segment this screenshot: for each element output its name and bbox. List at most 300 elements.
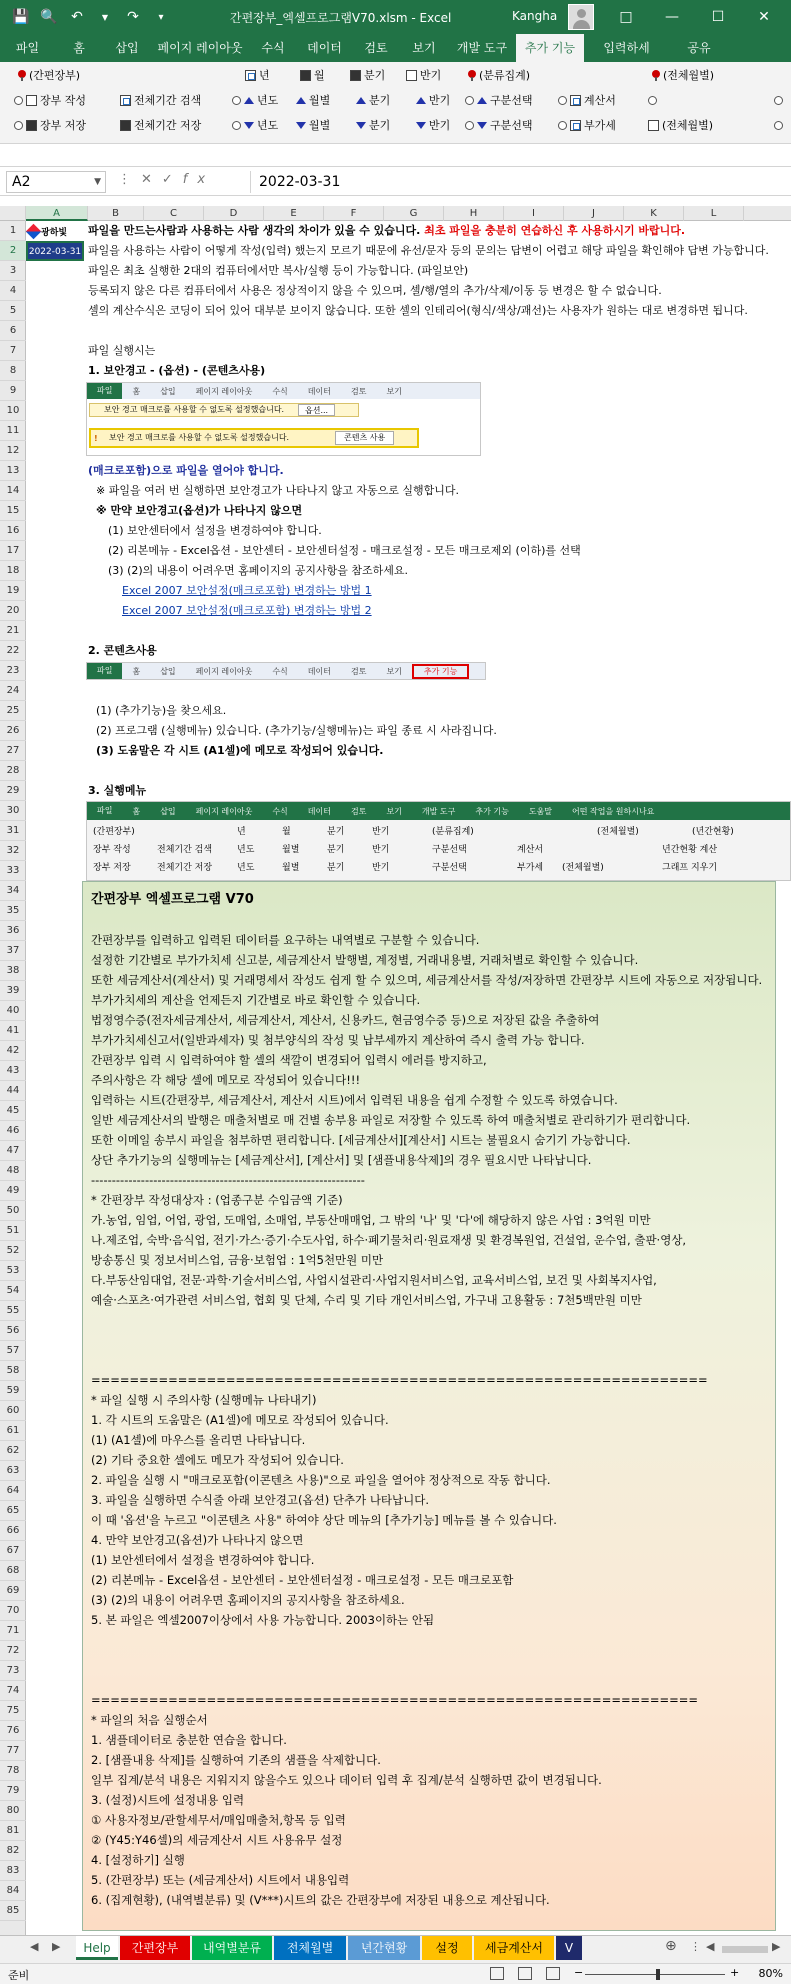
btn-up-half[interactable]: 반기: [416, 91, 450, 109]
up-arrow-icon: [416, 97, 426, 104]
row-header[interactable]: 77: [0, 1741, 26, 1761]
tab-2[interactable]: 삽입: [115, 41, 139, 55]
pin-icon: [468, 70, 476, 81]
sheet-tab-4[interactable]: 년간현황: [348, 1936, 420, 1960]
row-header[interactable]: 7: [0, 341, 26, 361]
row-header[interactable]: 5: [0, 301, 26, 321]
run-menu-item: 분기: [327, 827, 345, 837]
help-line: 주의사항은 각 해당 셀에 메모로 작성되어 있습니다!!!: [91, 1073, 361, 1087]
help-line: 3. (설정)시트에 설정내용 입력: [91, 1793, 245, 1807]
btn-save-all[interactable]: 전체기간 저장: [120, 116, 201, 134]
btn-year[interactable]: 년: [245, 66, 270, 84]
row-header[interactable]: 60: [0, 1401, 26, 1421]
btn-down-quarter[interactable]: 분기: [356, 116, 390, 134]
horizontal-scrollbar[interactable]: [722, 1946, 768, 1953]
help-line: ② (Y45:Y46셀)의 세금계산서 시트 사용유무 설정: [91, 1833, 343, 1847]
user-name[interactable]: Kangha: [512, 9, 558, 23]
column-header-g[interactable]: G: [384, 206, 444, 221]
row-header[interactable]: 84: [0, 1881, 26, 1901]
help-line: 입력하는 시트(간편장부, 세금계산서, 계산서 시트)에서 입력된 내용을 쉽게 수정할 수 있도록 하였습니다.: [91, 1093, 618, 1107]
radio-r2-right[interactable]: [648, 91, 657, 109]
row-header[interactable]: 67: [0, 1541, 26, 1561]
row-header[interactable]: 58: [0, 1361, 26, 1381]
row-header[interactable]: 42: [0, 1041, 26, 1061]
help-line: 다.부동산임대업, 전문·과학·기술서비스업, 사업시설관리·사업지원서비스업, 교육서비스업, 보건 및 사회복지사업,: [91, 1273, 657, 1287]
help-line: * 간편장부 작성대상자 : (업종구분 수입금액 기준): [91, 1193, 343, 1207]
row-header[interactable]: 26: [0, 721, 26, 741]
content-step-3: (3) 도움말은 각 시트 (A1셀)에 메모로 작성되어 있습니다.: [96, 744, 384, 757]
tab-5[interactable]: 데이터: [307, 41, 342, 55]
help-line: 간편장부 엑셀프로그램 V70: [91, 892, 254, 907]
row-header[interactable]: 65: [0, 1501, 26, 1521]
row-header[interactable]: 36: [0, 921, 26, 941]
run-menu-item: 년: [237, 827, 246, 837]
help-line: 간편장부를 입력하고 입력된 데이터를 요구하는 내역별로 구분할 수 있습니다.: [91, 933, 480, 947]
row-header[interactable]: 10: [0, 401, 26, 421]
notice-line-3: 파일은 최초 실행한 2대의 컴퓨터에서만 복사/실행 등이 가능합니다. (파일보안): [88, 264, 469, 277]
grid-icon: [245, 70, 256, 81]
run-menu-item: (전체월별): [562, 863, 604, 873]
row-header[interactable]: 45: [0, 1101, 26, 1121]
ribbon-addins: [0, 62, 791, 144]
column-header-j[interactable]: J: [564, 206, 624, 221]
page-layout-view-icon[interactable]: [518, 1967, 532, 1980]
run-heading: 파일 실행시는: [88, 344, 156, 357]
row-header[interactable]: 37: [0, 941, 26, 961]
help-line: (1) (A1셀)에 마우스를 올리면 나타납니다.: [91, 1433, 306, 1447]
macro-line-4: (2) 리본메뉴 - Excel옵션 - 보안센터 - 보안센터설정 - 매크로설정 - 모든 매크로제외 (이하)를 선택: [108, 544, 581, 557]
run-menu-item: 분기: [327, 845, 345, 855]
macro-line-1: ※ 파일을 여러 번 실행하면 보안경고가 나타나지 않고 자동으로 실행합니다.: [96, 484, 459, 497]
link-macro-setting-2[interactable]: Excel 2007 보안설정(매크로포함) 변경하는 방법 2: [122, 604, 372, 617]
sheet-tab-3[interactable]: 전체월별: [274, 1936, 346, 1960]
column-headers: [0, 206, 791, 221]
invoice-icon: [570, 95, 581, 106]
sheet-tab-1[interactable]: 간편장부: [120, 1936, 190, 1960]
row-header[interactable]: 32: [0, 841, 26, 861]
row-header[interactable]: 69: [0, 1581, 26, 1601]
addins-tab-screenshot: [86, 662, 486, 680]
logo: 광하빛: [26, 221, 84, 241]
row-header[interactable]: 19: [0, 581, 26, 601]
column-header-c[interactable]: C: [144, 206, 204, 221]
tab-3[interactable]: 페이지 레이아웃: [157, 41, 243, 55]
column-header-d[interactable]: D: [204, 206, 264, 221]
row-header[interactable]: 24: [0, 681, 26, 701]
column-header-h[interactable]: H: [444, 206, 504, 221]
btn-down-category[interactable]: 구분선택: [465, 116, 533, 134]
btn-up-quarter[interactable]: 분기: [356, 91, 390, 109]
row-header[interactable]: 31: [0, 821, 26, 841]
row-header[interactable]: 51: [0, 1221, 26, 1241]
column-header-l[interactable]: L: [684, 206, 744, 221]
row-header[interactable]: 4: [0, 281, 26, 301]
screenshot-tab: 수식: [272, 666, 288, 676]
row-header[interactable]: 30: [0, 801, 26, 821]
formula-bar: [0, 166, 791, 196]
radio-r2-edge[interactable]: [774, 91, 783, 109]
row-header[interactable]: 79: [0, 1781, 26, 1801]
row-header[interactable]: 57: [0, 1341, 26, 1361]
row-header[interactable]: 70: [0, 1601, 26, 1621]
btn-quarter[interactable]: 분기: [350, 66, 385, 84]
content-step-1: (1) (추가기능)을 찾으세요.: [96, 704, 227, 717]
tab-8[interactable]: 개발 도구: [456, 41, 508, 55]
help-line: * 파일의 처음 실행순서: [91, 1713, 208, 1727]
zoom-slider-knob[interactable]: [656, 1969, 660, 1980]
small-warning-bar: 보안 경고 매크로를 사용할 수 없도록 설정했습니다. 옵션...: [89, 403, 359, 417]
chevron-down-icon[interactable]: ▼: [94, 177, 101, 187]
radio-r3-edge[interactable]: [774, 116, 783, 134]
screenshot-tab: 추가 기능: [475, 806, 509, 816]
help-line: 1. 샘플데이터로 충분한 연습을 합니다.: [91, 1733, 287, 1747]
screenshot-tab: 홈: [132, 666, 141, 676]
row-header[interactable]: 50: [0, 1201, 26, 1221]
run-menu-item: 분기: [327, 863, 345, 873]
sheet-options-icon[interactable]: ⋮: [690, 1940, 701, 1953]
help-line: 또한 세금계산서(계산서) 및 거래명세서 작성도 쉽게 할 수 있으며, 세금계산서를 작성/저장하면 간편장부 시트에 자동으로 저장됩니다.: [91, 973, 763, 987]
row-header[interactable]: 25: [0, 701, 26, 721]
screenshot-tab: 보기: [386, 386, 402, 396]
row-header[interactable]: 62: [0, 1441, 26, 1461]
help-line: * 파일 실행 시 주의사항 (실행메뉴 나타내기): [91, 1393, 317, 1407]
btn-down-half[interactable]: 반기: [416, 116, 450, 134]
row-header[interactable]: 6: [0, 321, 26, 341]
customize-toolbar-icon[interactable]: ▾: [158, 11, 164, 23]
row-header[interactable]: 78: [0, 1761, 26, 1781]
row-header[interactable]: 28: [0, 761, 26, 781]
calendar-icon: [300, 70, 311, 81]
row-header[interactable]: 56: [0, 1321, 26, 1341]
screenshot-tab: 삽입: [160, 386, 176, 396]
run-menu-item: 계산서: [517, 845, 544, 855]
row-header[interactable]: 20: [0, 601, 26, 621]
screenshot-tab: 보기: [386, 666, 402, 676]
column-header-b[interactable]: B: [88, 206, 144, 221]
run-menu-item: 전체기간 검색: [157, 845, 213, 855]
tab-11[interactable]: 공유: [687, 41, 711, 55]
row-header[interactable]: 9: [0, 381, 26, 401]
window-title: 간편장부_엑셀프로그램V70.xlsm - Excel: [230, 11, 452, 25]
row-header[interactable]: 16: [0, 521, 26, 541]
run-menu-item: 전체기간 저장: [157, 863, 213, 873]
status-bar: [0, 1963, 791, 1984]
screenshot-tab: 페이지 레이아웃: [195, 386, 253, 396]
row-header[interactable]: 81: [0, 1821, 26, 1841]
notice-line-2: 파일을 사용하는 사람이 어떻게 작성(입력) 했는지 모르기 때문에 유선/문자 등의 문의는 답변이 어렵고 해당 파일을 확인해야 답변 가능합니다.: [88, 244, 769, 257]
screenshot-tab: 검토: [350, 386, 367, 396]
zoom-in-icon[interactable]: +: [730, 1966, 740, 1979]
tab-7[interactable]: 보기: [412, 41, 436, 55]
row-header[interactable]: 83: [0, 1861, 26, 1881]
row-header[interactable]: 55: [0, 1301, 26, 1321]
btn-half[interactable]: 반기: [406, 66, 441, 84]
btn-month[interactable]: 월: [300, 66, 325, 84]
run-menu-item: 월: [282, 827, 291, 837]
row-header[interactable]: 48: [0, 1161, 26, 1181]
help-line: 6. (집계현황), (내역별분류) 및 (V***)시트의 값은 간편장부에 저장된 내용으로 계산됩니다.: [91, 1893, 550, 1907]
screenshot-tab: 페이지 레이아웃: [195, 806, 253, 816]
hscroll-left-icon[interactable]: ◀: [706, 1940, 715, 1953]
run-menu-item: 년간현황 계산: [662, 845, 718, 855]
btn-save-ledger[interactable]: 장부 저장: [14, 116, 86, 134]
name-box[interactable]: A2 ▼: [6, 171, 106, 193]
tab-4[interactable]: 수식: [261, 41, 285, 55]
column-header-f[interactable]: F: [324, 206, 384, 221]
section-3-title: 3. 실행메뉴: [88, 784, 147, 797]
screenshot-tab: 도움말: [528, 806, 553, 816]
row-header[interactable]: 72: [0, 1641, 26, 1661]
row-header[interactable]: 39: [0, 981, 26, 1001]
help-line: 4. 만약 보안경고(옵션)가 나타나지 않으면: [91, 1533, 304, 1547]
group-jeonche[interactable]: (전체월별): [652, 66, 714, 84]
help-line: 일반 세금계산서의 발행은 매출처별로 매 건별 송부용 파일로 저장할 수 있도록 하여 매출처별로 관리하기가 편리합니다.: [91, 1113, 691, 1127]
btn-down-month[interactable]: 월별: [296, 116, 330, 134]
row-header[interactable]: 68: [0, 1561, 26, 1581]
tab-0[interactable]: 파일: [15, 41, 40, 55]
up-arrow-icon: [356, 97, 366, 104]
ribbon-tabs: [0, 34, 791, 62]
redo-icon[interactable]: ↷: [127, 9, 139, 25]
enable-content-button[interactable]: 콘텐츠 사용: [335, 431, 394, 445]
row-header[interactable]: 54: [0, 1281, 26, 1301]
row-header[interactable]: 71: [0, 1621, 26, 1641]
btn-up-month[interactable]: 월별: [296, 91, 330, 109]
row-header[interactable]: 34: [0, 881, 26, 901]
help-line: 예술·스포츠·여가관련 서비스업, 협회 및 단체, 수리 및 기타 개인서비스업, 가구내 고용활동 : 7천5백만원 미만: [91, 1293, 642, 1307]
help-line: 상단 추가기능의 실행메뉴는 [세금계산서], [계산서] 및 [샘플내용삭제]의 경우 필요시만 나타납니다.: [91, 1153, 592, 1167]
tab-1[interactable]: 홈: [73, 41, 85, 55]
row-header[interactable]: 2: [0, 241, 26, 261]
run-menu-item: 장부 저장: [93, 863, 131, 873]
btn-up-category[interactable]: 구분선택: [465, 91, 533, 109]
row-header[interactable]: 76: [0, 1721, 26, 1741]
row-header[interactable]: 73: [0, 1661, 26, 1681]
row-header[interactable]: 46: [0, 1121, 26, 1141]
column-header-i[interactable]: I: [504, 206, 564, 221]
sheet-tab-5[interactable]: 설정: [422, 1936, 472, 1960]
help-line: 부가가치세의 계산을 언제든지 기간별로 바로 확인할 수 있습니다.: [91, 993, 421, 1007]
screenshot-tab: 추가 기능: [412, 664, 469, 679]
row-header[interactable]: 22: [0, 641, 26, 661]
close-button[interactable]: ✕: [758, 9, 770, 25]
table-icon: [120, 95, 131, 106]
section-2-title: 2. 콘텐츠사용: [88, 644, 157, 657]
tab-9[interactable]: 추가 기능: [516, 34, 584, 62]
help-line: 2. [샘플내용 삭제]를 실행하여 기존의 샘플을 삭제합니다.: [91, 1753, 381, 1767]
column-header-a[interactable]: A: [26, 206, 88, 221]
run-menu-screenshot: [86, 801, 791, 881]
run-menu-item: 반기: [372, 863, 390, 873]
row-header[interactable]: 40: [0, 1001, 26, 1021]
sheet-tab-7[interactable]: V: [556, 1936, 582, 1960]
minimize-button[interactable]: —: [665, 9, 679, 25]
run-menu-item: 반기: [372, 827, 390, 837]
run-menu-item: 년도: [237, 863, 255, 873]
btn-up-year[interactable]: 년도: [232, 91, 278, 109]
screenshot-tab: 파일: [87, 383, 122, 399]
help-line: 이 때 '옵션'을 누르고 "이콘텐츠 사용" 하여야 상단 메뉴의 [추가기능] 메뉴를 볼 수 있습니다.: [91, 1513, 557, 1527]
select-all-corner[interactable]: [0, 206, 26, 221]
up-arrow-icon: [477, 97, 487, 104]
help-line: 3. 파일을 실행하면 수식줄 아래 보안경고(옵션) 단추가 나타납니다.: [91, 1493, 430, 1507]
btn-down-year[interactable]: 년도: [232, 116, 278, 134]
row-header[interactable]: 23: [0, 661, 26, 681]
row-header[interactable]: 49: [0, 1181, 26, 1201]
row-header[interactable]: 35: [0, 901, 26, 921]
row-header[interactable]: 12: [0, 441, 26, 461]
row-header[interactable]: 29: [0, 781, 26, 801]
scroll-left-icon[interactable]: ◀: [30, 1940, 39, 1953]
column-header-e[interactable]: E: [264, 206, 324, 221]
vat-icon: [570, 120, 581, 131]
pin-icon: [652, 70, 660, 81]
help-line: 5. (간편장부) 또는 (세금계산서) 시트에서 내용입력: [91, 1873, 350, 1887]
row-header[interactable]: 18: [0, 561, 26, 581]
row-header[interactable]: 52: [0, 1241, 26, 1261]
screenshot-tab: 홈: [132, 806, 141, 816]
row-header[interactable]: 15: [0, 501, 26, 521]
run-menu-item: 그래프 지우기: [662, 863, 718, 873]
row-header[interactable]: 66: [0, 1521, 26, 1541]
document-icon: [26, 95, 37, 106]
sheet-tab-0[interactable]: Help: [76, 1936, 118, 1960]
run-menu-item: (년간현황): [692, 827, 734, 837]
content-step-2: (2) 프로그램 (실행메뉴) 있습니다. (추가기능/실행메뉴)는 파일 종료 시 사라집니다.: [96, 724, 497, 737]
avatar[interactable]: [568, 4, 594, 30]
save-icon: [26, 120, 37, 131]
row-headers: [0, 221, 26, 1935]
ribbon-display-icon[interactable]: □: [619, 9, 633, 25]
sheet-tab-6[interactable]: 세금계산서: [474, 1936, 554, 1960]
screenshot-tab: 삽입: [160, 806, 176, 816]
worksheet-grid[interactable]: [26, 221, 791, 1935]
selected-cell-a2[interactable]: 2022-03-31: [26, 241, 84, 261]
sheet-tab-bar: [0, 1935, 791, 1963]
zoom-out-icon[interactable]: −: [574, 1966, 584, 1979]
help-line: ===============================================================: [91, 1693, 699, 1707]
row-header[interactable]: 59: [0, 1381, 26, 1401]
big-warning-bar: ! 보안 경고 매크로를 사용할 수 없도록 설정했습니다. 콘텐츠 사용: [89, 428, 419, 448]
btn-invoice[interactable]: 계산서: [558, 91, 616, 109]
help-line: (3) (2)의 내용이 어려우면 홈페이지의 공지사항을 참조하세요.: [91, 1593, 405, 1607]
row-header[interactable]: 33: [0, 861, 26, 881]
row-header[interactable]: 3: [0, 261, 26, 281]
screenshot-tab: 어떤 작업을 원하시나요: [572, 806, 655, 816]
row-header[interactable]: 75: [0, 1701, 26, 1721]
row-header[interactable]: 43: [0, 1061, 26, 1081]
run-menu-item: 월별: [282, 863, 300, 873]
zoom-slider[interactable]: [585, 1974, 725, 1975]
row-header[interactable]: 80: [0, 1801, 26, 1821]
row-header[interactable]: 17: [0, 541, 26, 561]
screenshot-tab: 삽입: [160, 666, 176, 676]
row-header[interactable]: 44: [0, 1081, 26, 1101]
help-line: 나.제조업, 숙박·음식업, 전기·가스·증기·수도사업, 하수·폐기물처리·원료재생 및 환경복원업, 건설업, 운수업, 출판·영상,: [91, 1233, 687, 1247]
row-header[interactable]: 27: [0, 741, 26, 761]
security-warning-screenshot: [86, 382, 481, 456]
row-header[interactable]: 74: [0, 1681, 26, 1701]
row-header[interactable]: 64: [0, 1481, 26, 1501]
normal-view-icon[interactable]: [490, 1967, 504, 1980]
row-header[interactable]: 8: [0, 361, 26, 381]
column-header-k[interactable]: K: [624, 206, 684, 221]
scroll-right-icon[interactable]: ▶: [52, 1940, 61, 1953]
up-arrow-icon: [244, 97, 254, 104]
row-header[interactable]: 38: [0, 961, 26, 981]
row-header[interactable]: 82: [0, 1841, 26, 1861]
row-header[interactable]: 53: [0, 1261, 26, 1281]
row-header[interactable]: 13: [0, 461, 26, 481]
diamond-logo-icon: [26, 223, 41, 239]
maximize-button[interactable]: ☐: [711, 9, 725, 25]
undo-dropdown-icon[interactable]: ▼: [101, 12, 109, 22]
half-icon: [406, 70, 417, 81]
group-ganpyeon[interactable]: (간편장부): [18, 66, 80, 84]
link-macro-setting-1[interactable]: Excel 2007 보안설정(매크로포함) 변경하는 방법 1: [122, 584, 372, 597]
notice-line-4: 등록되지 않은 다른 컴퓨터에서 사용은 정상적이지 않을 수 있으며, 셀/행/열의 추가/삭제/이동 등 변경은 할 수 없습니다.: [88, 284, 662, 297]
status-ready: 준비: [8, 1969, 30, 1982]
row-header[interactable]: 14: [0, 481, 26, 501]
save-icon[interactable]: 💾: [12, 9, 30, 25]
run-menu-item: 년도: [237, 845, 255, 855]
row-header[interactable]: 11: [0, 421, 26, 441]
help-line: 5. 본 파일은 엑셀2007이상에서 사용 가능합니다. 2003이하는 안됨: [91, 1613, 435, 1627]
undo-icon[interactable]: ↶: [71, 9, 83, 25]
zoom-level[interactable]: 80%: [758, 1967, 783, 1980]
row-header[interactable]: 63: [0, 1461, 26, 1481]
run-menu-item: (간편장부): [93, 827, 135, 837]
print-preview-icon[interactable]: 🔍: [40, 9, 58, 25]
hscroll-right-icon[interactable]: ▶: [772, 1940, 781, 1953]
tab-6[interactable]: 검토: [364, 41, 388, 55]
down-arrow-icon: [477, 122, 487, 129]
title-bar: [0, 0, 791, 34]
page-break-view-icon[interactable]: [546, 1967, 560, 1980]
run-menu-item: 구분선택: [432, 863, 467, 873]
pin-icon: [18, 70, 26, 81]
btn-write-ledger[interactable]: 장부 작성: [14, 91, 86, 109]
group-bunryu[interactable]: (분류집계): [468, 66, 530, 84]
help-line: (2) 리본메뉴 - Excel옵션 - 보안센터 - 보안센터설정 - 매크로설정 - 모든 매크로포함: [91, 1573, 514, 1587]
row-header[interactable]: 1: [0, 221, 26, 241]
screenshot-tab: 페이지 레이아웃: [195, 666, 253, 676]
btn-vat[interactable]: 부가세: [558, 116, 616, 134]
notice-line-5: 셀의 계산수식은 코딩이 되어 있어 대부분 보이지 않습니다. 또한 셀의 인테리어(형식/색상/괘선)는 사용자가 원하는 대로 변경하면 됩니다.: [88, 304, 748, 317]
row-header[interactable]: 47: [0, 1141, 26, 1161]
row-header[interactable]: 61: [0, 1421, 26, 1441]
screenshot-tab: 수식: [272, 386, 288, 396]
screenshot-tab: 데이터: [307, 666, 331, 676]
formula-input[interactable]: 2022-03-31: [250, 171, 785, 193]
screenshot-tab: 보기: [386, 806, 402, 816]
screenshot-tab: 데이터: [307, 386, 331, 396]
help-line: 설정한 기간별로 부가가치세 신고분, 세금계산서 발행별, 계정별, 거래내용별, 거래처별로 확인할 수 있습니다.: [91, 953, 639, 967]
screenshot-tab: 파일: [87, 663, 122, 679]
row-header[interactable]: 85: [0, 1901, 26, 1921]
sheet-tab-2[interactable]: 내역별분류: [192, 1936, 272, 1960]
options-button[interactable]: 옵션...: [298, 404, 335, 416]
btn-monthly-all[interactable]: (전체월별): [648, 116, 713, 134]
help-line: 방송통신 및 정보서비스업, 금융·보험업 : 1억5천만원 미만: [91, 1253, 384, 1267]
row-header[interactable]: 41: [0, 1021, 26, 1041]
formula-buttons[interactable]: ⋮✕✓fx: [118, 172, 216, 187]
macro-notice: (매크로포함)으로 파일을 열어야 합니다.: [88, 464, 284, 477]
btn-search-all[interactable]: 전체기간 검색: [120, 91, 201, 109]
tab-10[interactable]: 입력하세: [603, 41, 650, 55]
row-header[interactable]: 21: [0, 621, 26, 641]
add-sheet-icon[interactable]: ⊕: [665, 1938, 677, 1954]
